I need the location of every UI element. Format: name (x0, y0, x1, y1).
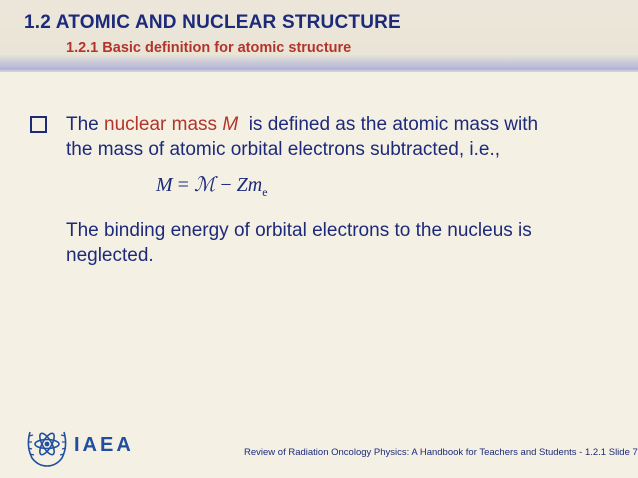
nuclear-mass-equation (156, 172, 268, 200)
definition-line-1 (66, 112, 538, 137)
eq-minus: − (215, 174, 237, 196)
slide-title: 1.2 ATOMIC AND NUCLEAR STRUCTURE (24, 12, 401, 33)
iaea-logo-text: IAEA (74, 434, 134, 456)
eq-m: m (247, 174, 263, 196)
text-pre: The (66, 114, 105, 135)
note-line-1: The binding energy of orbital electrons to the nucleus is (66, 220, 532, 241)
slide-subtitle: 1.2.1 Basic definition for atomic structure (66, 40, 352, 56)
binding-energy-note (66, 218, 532, 268)
nuclear-mass-term: nuclear mass (104, 114, 218, 135)
nuclear-mass-symbol: M (222, 114, 239, 135)
eq-lhs: M (156, 174, 173, 196)
slide-header (0, 0, 638, 68)
eq-subscript-e: e (262, 185, 268, 199)
definition-line-2: the mass of atomic orbital electrons subtracted, i.e., (66, 139, 501, 160)
eq-equals: = (172, 174, 194, 196)
eq-atomic-mass: ℳ (193, 174, 216, 196)
note-line-2: neglected. (66, 245, 154, 266)
slide-footer: Review of Radiation Oncology Physics: A Handbook for Teachers and Students - 1.2.1 Slide 7 (244, 447, 638, 458)
eq-z: Z (236, 174, 248, 196)
text-rest: is defined as the atomic mass with (238, 114, 539, 135)
nuclear-mass-definition (66, 112, 538, 162)
iaea-emblem-icon (24, 424, 70, 468)
header-divider (0, 68, 638, 72)
checkbox-bullet-icon (30, 116, 47, 133)
